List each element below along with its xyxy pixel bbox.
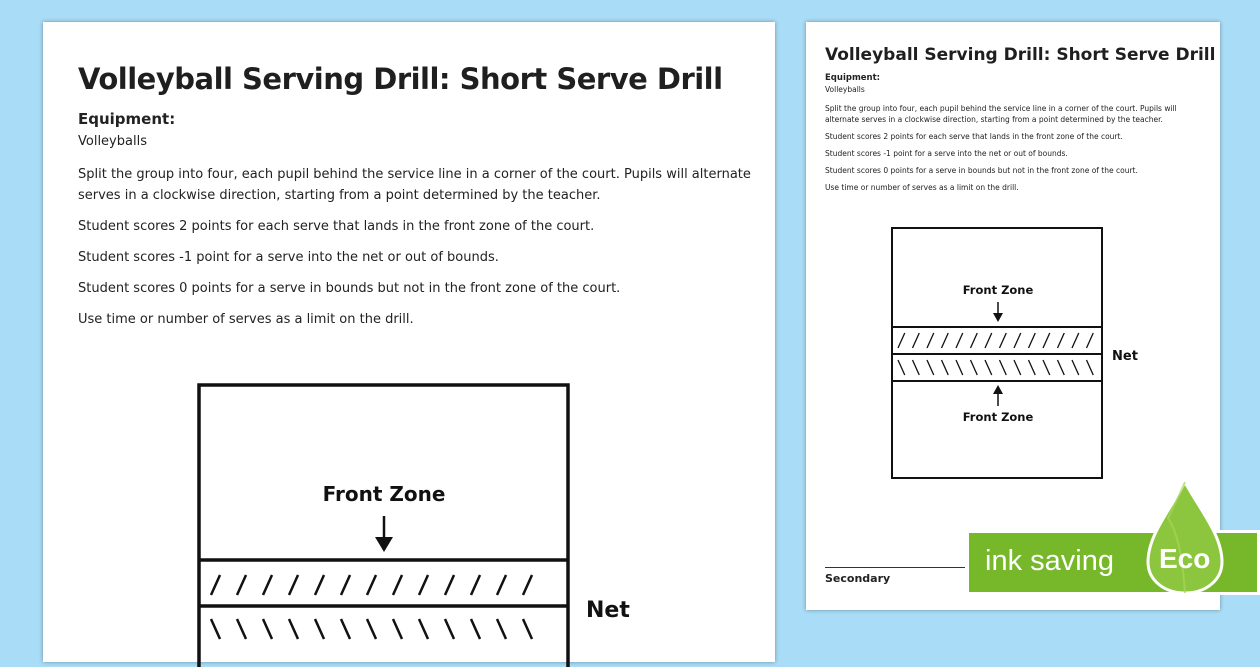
hatch-mark bbox=[445, 575, 454, 595]
hatch-mark bbox=[942, 333, 949, 348]
instructions bbox=[78, 164, 758, 340]
court-diagram bbox=[886, 222, 1186, 487]
hatch-mark bbox=[341, 619, 350, 639]
hatch-mark bbox=[927, 333, 934, 348]
net-hatch-bottom bbox=[898, 360, 1093, 375]
hatch-mark bbox=[315, 619, 324, 639]
hatch-mark bbox=[497, 575, 506, 595]
instruction-paragraph: Student scores 2 points for each serve that lands in the front zone of the court. bbox=[825, 132, 1123, 141]
eco-badge-label: ink saving bbox=[985, 545, 1114, 577]
hatch-mark bbox=[341, 575, 350, 595]
net-hatch-bottom bbox=[211, 619, 532, 639]
hatch-mark bbox=[956, 360, 963, 375]
hatch-mark bbox=[927, 360, 934, 375]
instruction-paragraph: Split the group into four, each pupil behind the service line in a corner of the court. Pupils will alternate serves in a clockwise direction, starting from a point determined by the teacher. bbox=[78, 167, 751, 203]
hatch-mark bbox=[263, 575, 272, 595]
instruction-paragraph: Student scores 0 points for a serve in bounds but not in the front zone of the court. bbox=[825, 166, 1138, 175]
hatch-mark bbox=[898, 333, 905, 348]
hatch-mark bbox=[1087, 333, 1094, 348]
hatch-mark bbox=[1043, 333, 1050, 348]
instruction-paragraph: Use time or number of serves as a limit on the drill. bbox=[78, 312, 414, 327]
hatch-mark bbox=[289, 619, 298, 639]
hatch-mark bbox=[263, 619, 272, 639]
hatch-mark bbox=[985, 360, 992, 375]
hatch-mark bbox=[237, 619, 246, 639]
arrow-up-icon bbox=[993, 385, 1003, 406]
hatch-mark bbox=[985, 333, 992, 348]
eco-ink-saving-badge bbox=[966, 480, 1260, 595]
hatch-mark bbox=[445, 619, 454, 639]
hatch-mark bbox=[1029, 360, 1036, 375]
arrow-down-icon bbox=[375, 516, 393, 552]
hatch-mark bbox=[523, 575, 532, 595]
equipment-item: Volleyballs bbox=[825, 85, 865, 94]
front-zone-label: Front Zone bbox=[962, 410, 1034, 424]
hatch-mark bbox=[1058, 333, 1065, 348]
instruction-paragraph: Split the group into four, each pupil behind the service line in a corner of the court. Pupils will alternate serves in a clockwise direction, starting from a point determined by the teacher. bbox=[825, 104, 1177, 124]
instruction-paragraph: Student scores 2 points for each serve that lands in the front zone of the court. bbox=[78, 219, 595, 234]
hatch-mark bbox=[1029, 333, 1036, 348]
hatch-mark bbox=[471, 619, 480, 639]
front-zone-label: Front Zone bbox=[962, 283, 1034, 297]
hatch-mark bbox=[1014, 333, 1021, 348]
arrow-down-icon bbox=[993, 302, 1003, 322]
hatch-mark bbox=[971, 333, 978, 348]
hatch-mark bbox=[956, 333, 963, 348]
hatch-mark bbox=[393, 619, 402, 639]
hatch-mark bbox=[1043, 360, 1050, 375]
net-label: Net bbox=[1112, 349, 1138, 364]
hatch-mark bbox=[1087, 360, 1094, 375]
hatch-mark bbox=[913, 360, 920, 375]
equipment-item: Volleyballs bbox=[78, 134, 147, 149]
hatch-mark bbox=[419, 619, 428, 639]
hatch-mark bbox=[1000, 360, 1007, 375]
hatch-mark bbox=[471, 575, 480, 595]
worksheet-page-large bbox=[43, 22, 775, 662]
hatch-mark bbox=[1072, 360, 1079, 375]
instruction-paragraph: Student scores -1 point for a serve into the net or out of bounds. bbox=[78, 250, 499, 265]
hatch-mark bbox=[1072, 333, 1079, 348]
hatch-mark bbox=[393, 575, 402, 595]
leaf-drop-icon bbox=[1110, 480, 1260, 595]
hatch-mark bbox=[942, 360, 949, 375]
eco-badge-word: Eco bbox=[1159, 543, 1211, 574]
instructions bbox=[825, 103, 1210, 199]
court-diagram bbox=[193, 377, 673, 667]
net-hatch-top bbox=[211, 575, 532, 595]
hatch-mark bbox=[211, 619, 220, 639]
footer-level: Secondary bbox=[825, 572, 891, 585]
equipment-heading: Equipment: bbox=[78, 110, 176, 128]
hatch-mark bbox=[1058, 360, 1065, 375]
instruction-paragraph: Use time or number of serves as a limit on the drill. bbox=[825, 183, 1019, 192]
front-zone-label: Front Zone bbox=[322, 482, 446, 506]
hatch-mark bbox=[913, 333, 920, 348]
instruction-paragraph: Student scores 0 points for a serve in bounds but not in the front zone of the court. bbox=[78, 281, 621, 296]
equipment-heading: Equipment: bbox=[825, 73, 881, 83]
hatch-mark bbox=[971, 360, 978, 375]
hatch-mark bbox=[523, 619, 532, 639]
hatch-mark bbox=[497, 619, 506, 639]
worksheet-title: Volleyball Serving Drill: Short Serve Drill bbox=[78, 62, 723, 96]
instruction-paragraph: Student scores -1 point for a serve into the net or out of bounds. bbox=[825, 149, 1068, 158]
hatch-mark bbox=[1000, 333, 1007, 348]
hatch-mark bbox=[419, 575, 428, 595]
hatch-mark bbox=[289, 575, 298, 595]
hatch-mark bbox=[211, 575, 220, 595]
hatch-mark bbox=[898, 360, 905, 375]
hatch-mark bbox=[1014, 360, 1021, 375]
footer-divider bbox=[825, 567, 965, 568]
net-hatch-top bbox=[898, 333, 1093, 348]
hatch-mark bbox=[367, 619, 376, 639]
worksheet-title: Volleyball Serving Drill: Short Serve Drill bbox=[825, 45, 1216, 65]
hatch-mark bbox=[367, 575, 376, 595]
hatch-mark bbox=[315, 575, 324, 595]
net-label: Net bbox=[586, 598, 630, 623]
hatch-mark bbox=[237, 575, 246, 595]
